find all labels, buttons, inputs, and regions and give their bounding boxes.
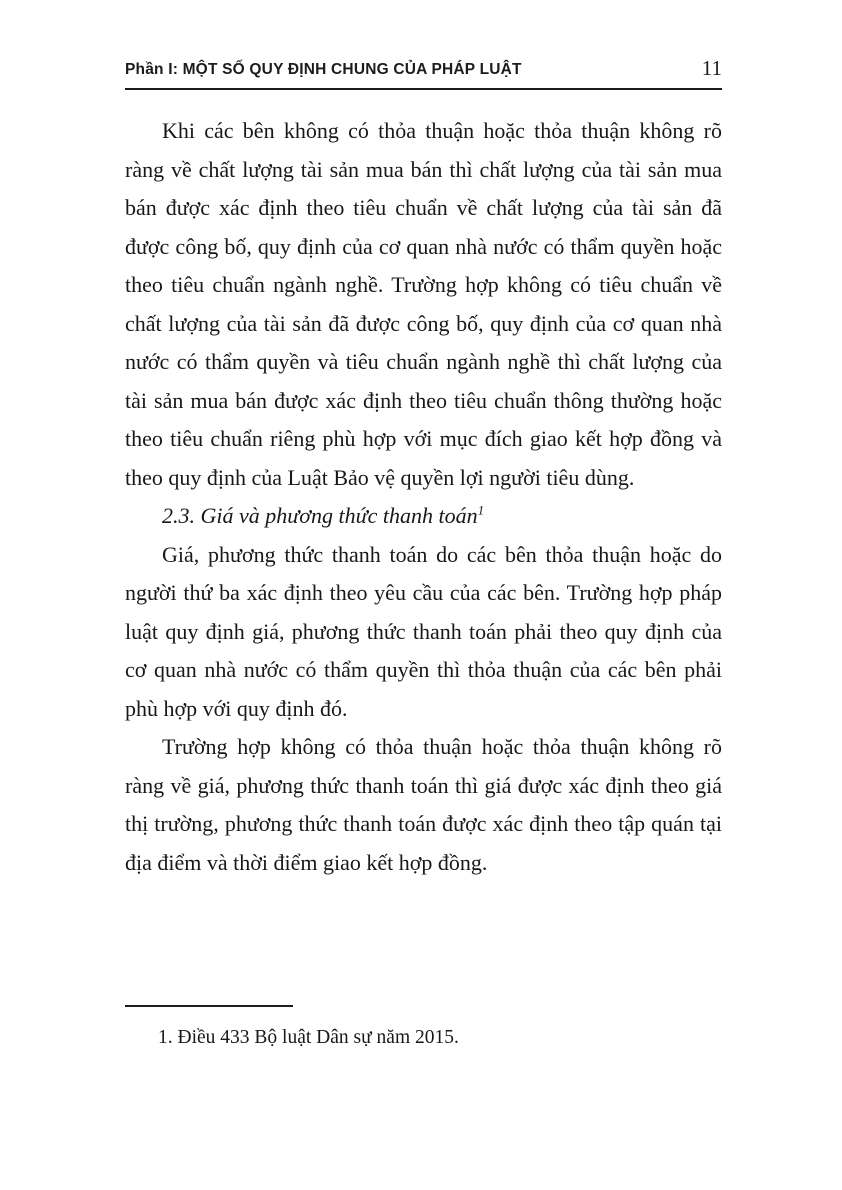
paragraph-quality-of-goods: Khi các bên không có thỏa thuận hoặc thỏa thuận không rõ ràng về chất lượng tài sản mua bán thì chất lượng của tài sản mua bán được xác định theo tiêu chuẩn về chất lượng của tài sản đã được công bố, quy định của cơ quan nhà nước có thẩm quyền hoặc theo tiêu chuẩn ngành nghề. Trường hợp không có tiêu chuẩn về chất lượng của tài sản đã được công bố, quy định của cơ quan nhà nước có thẩm quyền và tiêu chuẩn ngành nghề thì chất lượng của tài sản mua bán được xác định theo tiêu chuẩn thông thường hoặc theo tiêu chuẩn riêng phù hợp với mục đích giao kết hợp đồng và theo quy định của Luật Bảo vệ quyền lợi người tiêu dùng. — [125, 118, 722, 490]
subsection-heading-text: 2.3. Giá và phương thức thanh toán — [162, 503, 478, 528]
page-number: 11 — [701, 56, 722, 80]
page-body — [125, 112, 722, 882]
paragraph-price-agreement: Giá, phương thức thanh toán do các bên thỏa thuận hoặc do người thứ ba xác định theo yêu cầu của các bên. Trường hợp pháp luật quy định giá, phương thức thanh toán phải theo quy định của cơ quan nhà nước có thẩm quyền thì thỏa thuận của các bên phải phù hợp với quy định đó. — [125, 541, 722, 721]
section-label: Phần I: MỘT SỐ QUY ĐỊNH CHUNG CỦA PHÁP LUẬT — [125, 61, 522, 78]
footnote-marker: 1 — [477, 502, 485, 518]
running-header — [125, 58, 722, 90]
footnote-text: 1. Điều 433 Bộ luật Dân sự năm 2015. — [158, 1027, 459, 1048]
paragraph-price-default: Trường hợp không có thỏa thuận hoặc thỏa thuận không rõ ràng về giá, phương thức thanh toán thì giá được xác định theo giá thị trường, phương thức thanh toán được xác định theo tập quán tại địa điểm và thời điểm giao kết hợp đồng. — [125, 734, 722, 875]
footnote-area — [125, 1005, 722, 1051]
subsection-heading — [125, 497, 722, 536]
footnote-divider — [125, 1005, 293, 1007]
